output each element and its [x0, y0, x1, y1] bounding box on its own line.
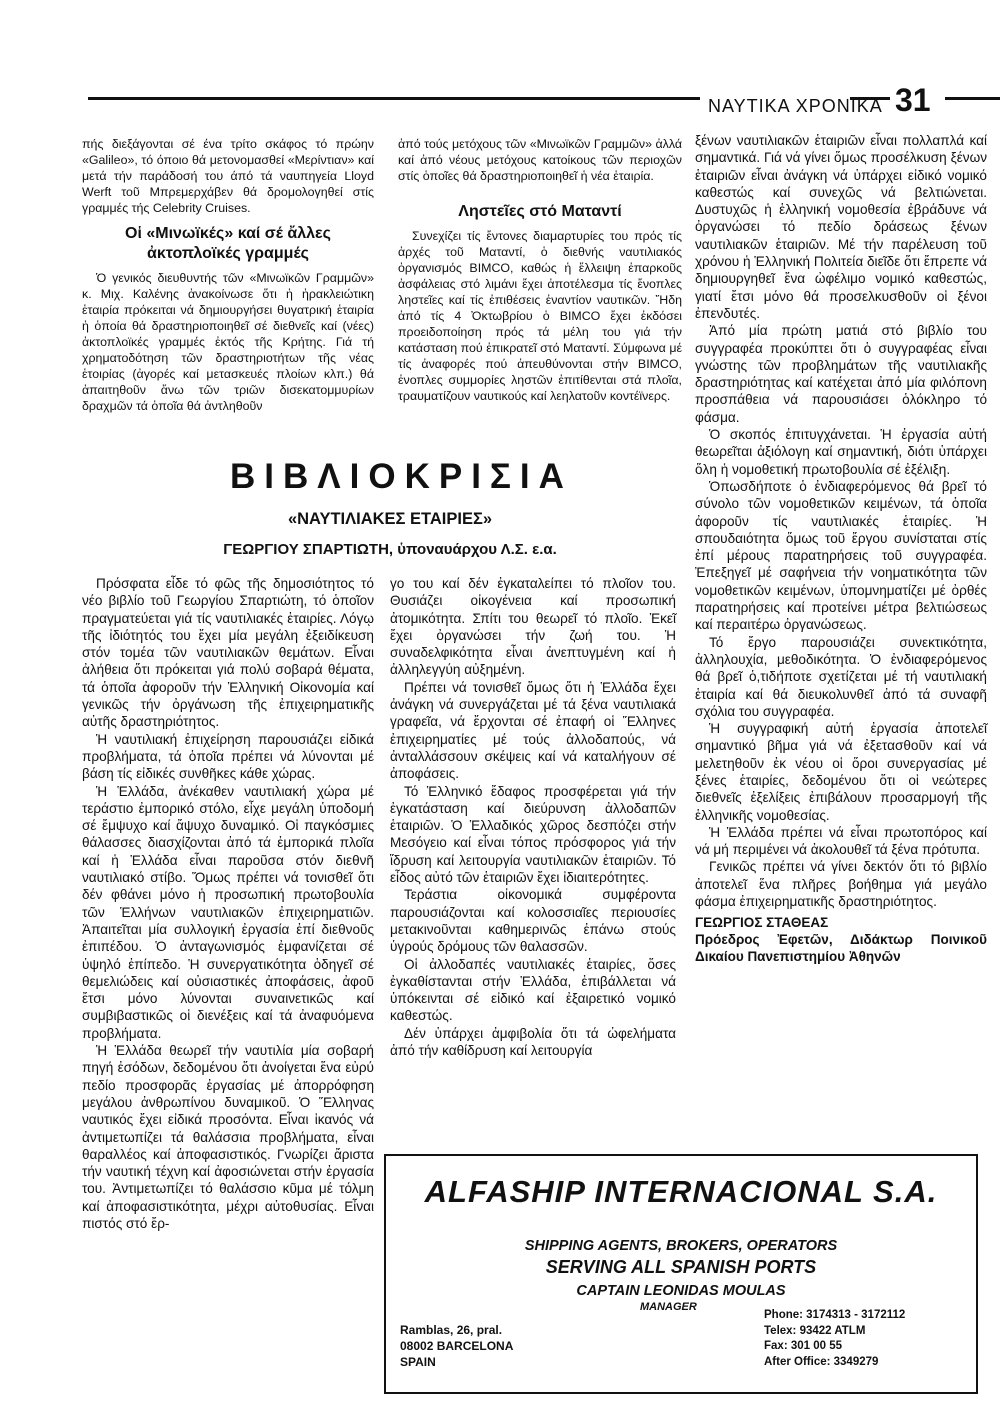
review-paragraph: Τό Ἑλληνικό ἔδαφος προσφέρεται γιά τήν ἐγκατάσταση καί διεύρυνση ἀλλοδαπῶν ἑταιριῶν. Ὁ Ἑλλαδικός χῶρος δεσπόζει στήν Μεσόγειο καί εἶναι τόπος πρόσφορος γιά τήν ἵδρυση καί λειτουργία ναυτιλιακῶν ἑταιριῶν. Τό εἶδος αὐτό τῶν ἑταιριῶν ἔχει ἰδιαιτερότητες.	[390, 783, 676, 886]
review-column-a	[82, 575, 374, 1232]
review-paragraph: Πρόσφατα εἶδε τό φῶς τῆς δημοσιότητος τό νέο βιβλίο τοῦ Γεωργίου Σπαρτιώτη, τό ὁποῖον πραγματεύεται γιά τίς ναυτιλιακές ἑταιρίες. Λόγῳ τῆς ἰδιότητός του ἔχει μία μεγάλη ἐξειδίκευση στόν τομέα τῶν ναυτιλιακῶν θεμάτων. Εἶναι ἀλήθεια ὅτι πρόκειται γιά πολύ σοβαρά θέματα, τά ὁποῖα ἀφοροῦν τήν Ἑλληνική Οἰκονομία καί γενικῶς τήν ὀργάνωση τῆς ἐπιχειρηματικῆς αὐτῆς δραστηριότητος.	[82, 576, 374, 730]
review-paragraph: γο του καί δέν ἐγκαταλείπει τό πλοῖον του. Θυσιάζει οἰκογένεια καί προσωπική ἀτομικότητα. Σπίτι του θεωρεῖ τό πλοῖο. Ἐκεῖ ἔχει ὀργανώσει τήν ζωή του. Ἡ συναδελφικότητα εἶναι ἀνεπτυγμένη καί ἡ ἀλληλεγγύη αὐξημένη.	[390, 576, 676, 678]
running-title: ΝΑΥΤΙΚΑ ΧΡΟΝΙΚΑ	[708, 96, 883, 116]
review-paragraph: Ἡ Ἑλλάδα, ἀνέκαθεν ναυτιλιακή χώρα μέ τεράστιο ἐμπορικό στόλο, εἶχε μεγάλη ὑποδομή σέ ἔμψυχο καί ἄψυχο δυναμικό. Οἱ παγκόσμιες θάλασσες διασχίζονται ἀπό τά ἐμπορικά πλοῖα καί ἡ Ἑλλάδα εἶναι παροῦσα στόν διεθνῆ ναυτιλιακό στίβο. Ὅμως πρέπει νά τονισθεῖ ὅτι δέν φθάνει μόνο ἡ προσωπική πρωτοβουλία τῶν Ἑλλήνων ναυτιλιακῶν ἐπιχειρηματιῶν. Ἀπαιτεῖται μία συλλογική ἐργασία ἐπί διεθνοῦς ἐπιπέδου. Ὁ ἀνταγωνισμός ἐμφανίζεται σέ ὑψηλό ἐπίπεδο. Ἡ συνεργατικότητα ὁδηγεῖ σέ θεμελιώδεις καί οὐσιαστικές ἀποφάσεις, ἀφοῦ ἔτσι μόνο λύνονται συναινετικῶς καί συμβιβαστικῶς οἱ διενέξεις καί τά ἀναφυόμενα προβλήματα.	[82, 783, 374, 1041]
news-paragraph: πής διεξάγονται σέ ένα τρίτο σκάφος τό πρώην «Galileo», τό όποιο θά μετονομασθεί «Μερίντιαν» καί μετά τήν παράδοσή του άπό τά ναυπηγεία Lloyd Werft τοῦ Μπρεμερχάβεν θά δρομολογηθεί στίς γραμμές τής Celebrity Cruises.	[82, 137, 374, 215]
news-column-2	[398, 136, 682, 404]
review-paragraph: Τεράστια οἰκονομικά συμφέροντα παρουσιάζονται καί κολοσσιαῖες περιουσίες μετακινοῦνται καθημερινῶς ἐπάνω στούς ὑγρούς δρόμους τῶν θαλασσῶν.	[390, 887, 676, 955]
signer-name: ΓΕΩΡΓΙΟΣ ΣΤΑΘΕΑΣ	[695, 915, 829, 931]
ad-services: SHIPPING AGENTS, BROKERS, OPERATORS	[524, 1238, 838, 1254]
ad-address-line: Ramblas, 26, pral.	[400, 1323, 503, 1337]
news-heading-matadi: Ληστεῖες στό Ματαντί	[458, 203, 622, 220]
advertisement-box	[384, 1154, 978, 1394]
ad-contact-line: After Office: 3349279	[764, 1355, 879, 1368]
review-paragraph: Τό ἔργο παρουσιάζει συνεκτικότητα, ἀλληλουχία, μεθοδικότητα. Ὁ ἐνδιαφερόμενος θά βρεῖ ὁ,τιδήποτε σχετίζεται μέ τή ναυτιλιακή ἑταιρία καί θά διευκολυνθεῖ ἀπό τά συναφῆ σχόλια του συγγραφέα.	[695, 634, 987, 719]
news-paragraph: Ὁ γενικός διευθυντής τῶν «Μινωϊκῶν Γραμμῶν» κ. Μιχ. Καλένης ἀνακοίνωσε ὅτι ἡ ἡρακλειώτικη ἑταιρία πρόκειται νά δημιουργήσει θυγατρική ἑταιρία ἡ ὁποία θά δραστηριοποιηθεῖ σέ διεθνεῖς καί (νέες) ἀκτοπλοϊκές γραμμές ἐκτός τῆς Κρήτης. Γιά τή χρηματοδότηση τῶν δραστηριοτήτων τῆς νέας ἑτοιρίας (ἀγορές καί μετασκευές πλοίων κλπ.) θά ἀπαιτηθοῦν ἄνω τῶν τριῶν δισεκατομμυρίων δραχμῶν τά ὁποῖα θά ἀντληθοῦν	[82, 271, 374, 413]
ad-address-line: 08002 BARCELONA	[400, 1339, 514, 1353]
news-paragraph: Συνεχίζει τίς ἔντονες διαμαρτυρίες του πρός τίς ἀρχές τοῦ Ματαντί, ὁ διεθνής ναυτιλιακός ὀργανισμός BIMCO, καθώς ἡ ἔλλειψη ἐπαρκοῦς ἀσφάλειας στό λιμάνι ἔχει ἀποτέλεσμα τίς ἔνοπλες ληστεῖες καί τίς ἐπιθέσεις ἐναντίον ναυτικῶν. Ἤδη ἀπό τίς 4 Ὀκτωβρίου ὁ BIMCO ἔχει ἐκδόσει προειδοποίηση πρός τά μέλη του γιά τήν κατάσταση πού ἐπικρατεῖ στό Ματαντί. Σύμφωνα μέ τίς ἀναφορές πού ἀπευθύνονται στήν BIMCO, ἐνοπλες συμμορίες ληστῶν ἐπιτίθενται στά πλοῖα, τραυματίζουν ναυτικούς καί λεηλατοῦν κοντέϊνερς.	[398, 229, 682, 403]
ad-manager: MANAGER	[640, 1301, 697, 1313]
review-paragraph: Ὁ σκοπός ἐπιτυγχάνεται. Ἡ ἐργασία αὐτή θεωρεῖται ἀξιόλογη καί σημαντική, διότι ὑπάρχει ὅλη ἡ νομοθετική πρωτοβουλία σέ ἐξέλιξη.	[695, 427, 987, 477]
review-byline: ΓΕΩΡΓΙΟΥ ΣΠΑΡΤΙΩΤΗ, ὑποναυάρχου Λ.Σ. ε.α.	[223, 541, 557, 558]
review-paragraph: ξένων ναυτιλιακῶν ἑταιριῶν εἶναι πολλαπλά καί σημαντικά. Γιά νά γίνει ὅμως προσέλκυση ξένων ἑταιριῶν εἶναι ἀνάγκη νά ὑπάρχει εἰδικό νομικό καθεστώς καί συνεχῶς νά βελτιώνεται. Δυστυχῶς ἡ ἑλληνική νομοθεσία ἐβράδυνε νά ὀργανώσει τό πεδίο δράσεως ξένων ναυτιλιακῶν ἑταιριῶν. Μέ τήν παρέλευση τοῦ χρόνου ἡ Ἑλληνική Πολιτεία διεῖδε ὅτι ἔπρεπε νά δημιουργηθεῖ ἕνα ὠφέλιμο νομικό καθεστώς, γιατί ἔτσι μόνο θά προσελκυσθοῦν οἱ ξένοι ἐπενδυτές.	[695, 133, 987, 321]
ad-contact-line: Phone: 3174313 - 3172112	[764, 1309, 906, 1321]
ad-ports: SERVING ALL SPANISH PORTS	[545, 1257, 817, 1277]
ad-address-line: SPAIN	[400, 1355, 436, 1369]
ad-contact-line: Telex: 93422 ATLM	[764, 1324, 866, 1337]
review-paragraph: Ἀπό μία πρώτη ματιά στό βιβλίο του συγγραφέα προκύπτει ὅτι ὁ συγγραφέας εἶναι γνώστης τῶν προβλημάτων τῆς ναυτιλιακῆς δραστηριότητας καί κατέχεται ἀπό μία φιλόπονη προσπάθεια νά παρουσιάσει ὁλόκληρο τό φάσμα.	[695, 323, 987, 425]
news-paragraph: ἀπό τούς μετόχους τῶν «Μινωϊκῶν Γραμμῶν» ἀλλά καί ἀπό νέους μετόχους κατοίκους τῶν περιοχῶν στίς ὁποῖες θά δραστηριοποιηθεῖ ἡ νέα ἑταιρία.	[398, 137, 682, 183]
review-column-b	[390, 575, 676, 1059]
review-paragraph: Οἱ ἀλλοδαπές ναυτιλιακές ἑταιρίες, ὅσες ἐγκαθίστανται στήν Ἑλλάδα, ἐπιβάλλεται νά ὑπόκεινται σέ εἰδικό καί ἐξαιρετικό νομικό καθεστώς.	[390, 956, 676, 1024]
signer-title: Πρόεδρος Ἐφετῶν, Διδάκτωρ Ποινικοῦ Δικαίου Πανεπιστημίου Ἀθηνῶν	[695, 932, 987, 965]
news-column-1	[82, 136, 374, 414]
header-rule-right	[945, 97, 1000, 100]
review-paragraph: Δέν ὑπάρχει ἀμφιβολία ὅτι τά ὠφελήματα ἀπό τήν καθίδρυση καί λειτουργία	[390, 1025, 676, 1059]
review-paragraph: Πρέπει νά τονισθεῖ ὅμως ὅτι ἡ Ἑλλάδα ἔχει ἀνάγκη νά συνεργάζεται μέ τά ξένα ναυτιλιακά γραφεῖα, νά ἔρχονται σέ ἐπαφή οἱ Ἕλληνες ἐπιχειρηματίες μέ τούς ἀλλοδαπούς, νά ἀνταλλάσσουν σκέψεις καί νά καταλήγουν σέ ἀποφάσεις.	[390, 679, 676, 782]
ad-company-name: ALFASHIP INTERNACIONAL S.A.	[424, 1174, 938, 1209]
review-paragraph: Ἡ συγγραφική αὐτή ἐργασία ἀποτελεῖ σημαντικό βῆμα γιά νά ἐξετασθοῦν καί νά μελετηθοῦν ἐκ νέου οἱ ὅροι συνεργασίας μέ ξένες ἑταιρίες, δεδομένου ὅτι οἱ νεώτερες διεθνεῖς ἐξελίξεις ἐπιβάλουν προσαρμογή τῆς ἑλληνικῆς νομοθεσίας.	[695, 721, 987, 823]
review-paragraph: Ἡ Ἑλλάδα θεωρεῖ τήν ναυτιλία μία σοβαρή πηγή ἐσόδων, δεδομένου ὅτι ἀνοίγεται ἕνα εὐρύ πεδίο προσφορᾶς ἐργασίας μέ ἀπορρόφηση μεγάλου ἀνθρωπίνου δυναμικοῦ. Ὁ Ἕλληνας ναυτικός ἔχει εἰδικά προσόντα. Εἶναι ἱκανός νά ἀντιμετωπίζει τά θαλάσσια προβλήματα, εἶναι θαραλλέος καί ἀποφασιστικός. Γνωρίζει ἄριστα τήν ναυτική τέχνη καί ἀφοσιώνεται στήν ἐργασία του. Ἀντιμετωπίζει τό θαλάσσιο κῦμα μέ τόλμη καί ἀποφασιστικότητα, μέχρι αὐτοθυσίας. Εἶναι πιστός στό ἔρ-	[82, 1043, 374, 1231]
review-paragraph: Ὁπωσδήποτε ὁ ἐνδιαφερόμενος θά βρεῖ τό σύνολο τῶν νομοθετικῶν κειμένων, τά ὁποῖα ἀφοροῦν τίς ναυτιλιακές ἑταιρίες. Ἡ σπουδαιότητα ὅμως τοῦ ἔργου συνίσταται στίς ἐπί μέρους παρατηρήσεις τοῦ συγγραφέα. Ἐπεξηγεῖ μέ σαφήνεια τήν νοηματικότητα τῶν νομοθετικῶν κειμένων, ὑπομνηματίζει μέ ὀρθές παρατηρήσεις καί προτείνει μέτρα βελτιώσεως καί περαιτέρω ὀργανώσεως.	[695, 478, 987, 633]
ad-address	[400, 1322, 513, 1370]
review-column-c	[695, 132, 987, 965]
header-rule-left	[88, 97, 700, 100]
review-section-title: ΒΙΒΛΙΟΚΡΙΣΙΑ	[230, 457, 573, 496]
ad-contacts	[764, 1308, 905, 1370]
review-book-title: «ΝΑΥΤΙΛΙΑΚΕΣ ΕΤΑΙΡΙΕΣ»	[287, 510, 493, 528]
review-paragraph: Ἡ ναυτιλιακή ἐπιχείρηση παρουσιάζει εἰδικά προβλήματα, τά ὁποῖα πρέπει νά λύνονται μέ βάση τίς εἰδικές συνθῆκες κάθε χώρας.	[82, 731, 374, 782]
review-paragraph: Ἡ Ἑλλάδα πρέπει νά εἶναι πρωτοπόρος καί νά μή περιμένει νά ἀκολουθεῖ τά ξένα πρότυπα.	[695, 824, 987, 858]
ad-captain: CAPTAIN LEONIDAS MOULAS	[576, 1283, 786, 1299]
page-number: 31	[895, 82, 931, 118]
review-paragraph: Γενικῶς πρέπει νά γίνει δεκτόν ὅτι τό βιβλίο ἀποτελεῖ ἕνα πλῆρες βοήθημα γιά μεγάλο φάσμα ἐπιχειρηματικῆς δραστηριότητος.	[695, 859, 987, 910]
news-heading-minoan: Οἱ «Μινωϊκές» καί σέ ἄλλες ἀκτοπλοϊκές γραμμές	[125, 225, 331, 262]
ad-contact-line: Fax: 301 00 55	[764, 1340, 843, 1352]
